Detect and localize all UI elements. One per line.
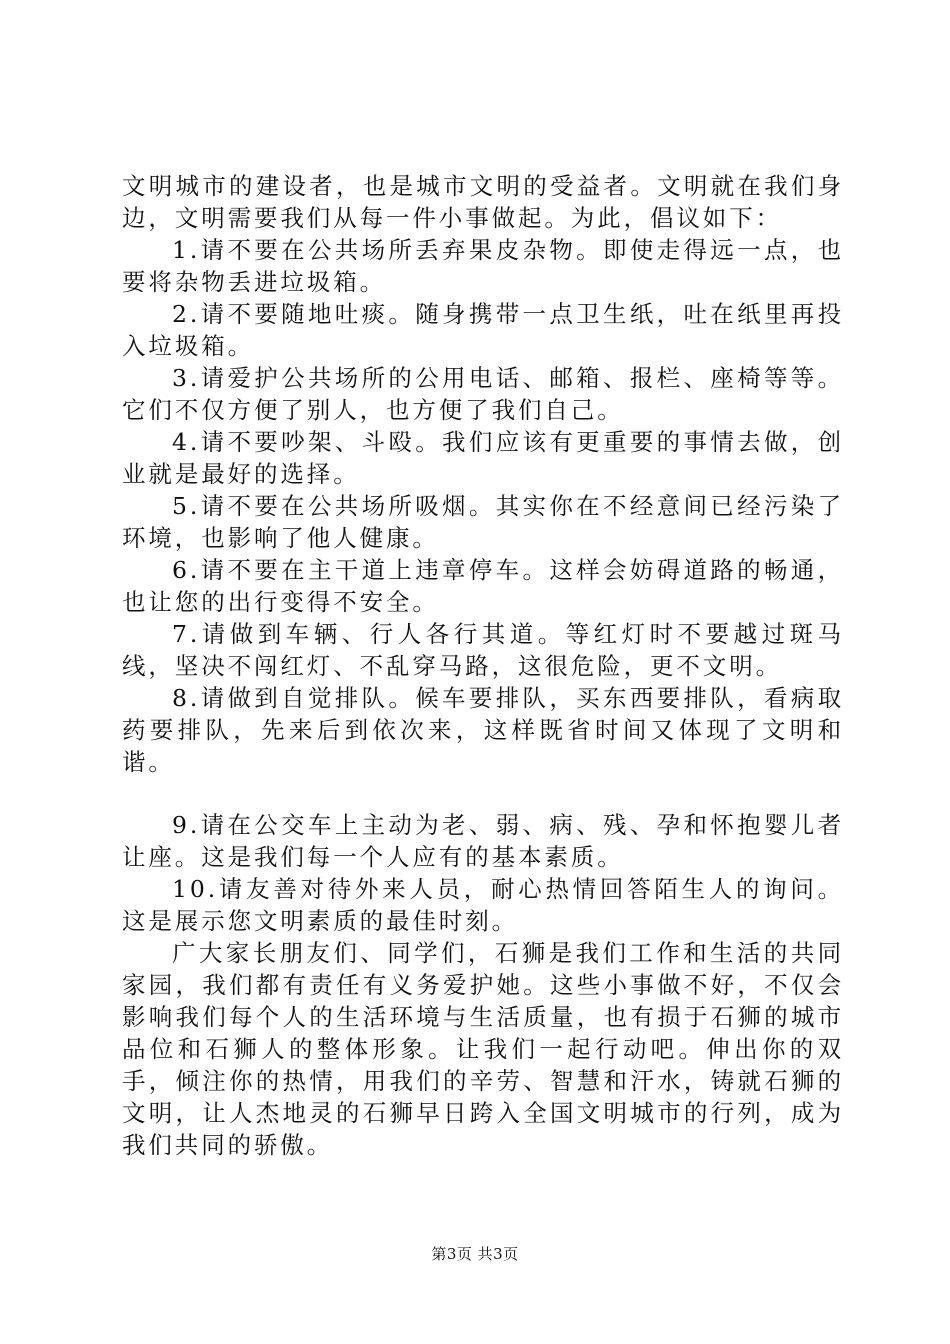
proposal-item-7: 7.请做到车辆、行人各行其道。等红灯时不要越过斑马线，坚决不闯红灯、不乱穿马路，这很危险，更不文明。	[122, 620, 844, 680]
proposal-item-8: 8.请做到自觉排队。候车要排队，买东西要排队，看病取药要排队，先来后到依次来，这样既省时间又体现了文明和谐。	[122, 684, 844, 776]
proposal-item-1: 1.请不要在公共场所丢弃果皮杂物。即使走得远一点，也要将杂物丢进垃圾箱。	[122, 236, 844, 296]
page-number-footer: 第3页 共3页	[431, 1245, 519, 1263]
proposal-item-3: 3.请爱护公共场所的公用电话、邮箱、报栏、座椅等等。它们不仅方便了别人，也方便了我们自己。	[122, 364, 844, 424]
proposal-item-4: 4.请不要吵架、斗殴。我们应该有更重要的事情去做，创业就是最好的选择。	[122, 428, 844, 488]
closing-paragraph: 广大家长朋友们、同学们，石狮是我们工作和生活的共同家园，我们都有责任有义务爱护她。这些小事做不好，不仅会影响我们每个人的生活环境与生活质量，也有损于石狮的城市品位和石狮人的整体形象。让我们一起行动吧。伸出你的双手，倾注你的热情，用我们的辛劳、智慧和汗水，铸就石狮的文明，让人杰地灵的石狮早日跨入全国文明城市的行列，成为我们共同的骄傲。	[122, 939, 844, 1159]
intro-paragraph: 文明城市的建设者，也是城市文明的受益者。文明就在我们身边，文明需要我们从每一件小事做起。为此，倡议如下：	[122, 172, 844, 232]
proposal-item-10: 10.请友善对待外来人员，耐心热情回答陌生人的询问。这是展示您文明素质的最佳时刻。	[122, 875, 844, 935]
proposal-item-2: 2.请不要随地吐痰。随身携带一点卫生纸，吐在纸里再投入垃圾箱。	[122, 300, 844, 360]
proposal-item-6: 6.请不要在主干道上违章停车。这样会妨碍道路的畅通，也让您的出行变得不安全。	[122, 556, 844, 616]
document-body	[122, 170, 844, 1161]
proposal-item-5: 5.请不要在公共场所吸烟。其实你在不经意间已经污染了环境，也影响了他人健康。	[122, 492, 844, 552]
proposal-item-9: 9.请在公交车上主动为老、弱、病、残、孕和怀抱婴儿者让座。这是我们每一个人应有的基本素质。	[122, 811, 844, 871]
